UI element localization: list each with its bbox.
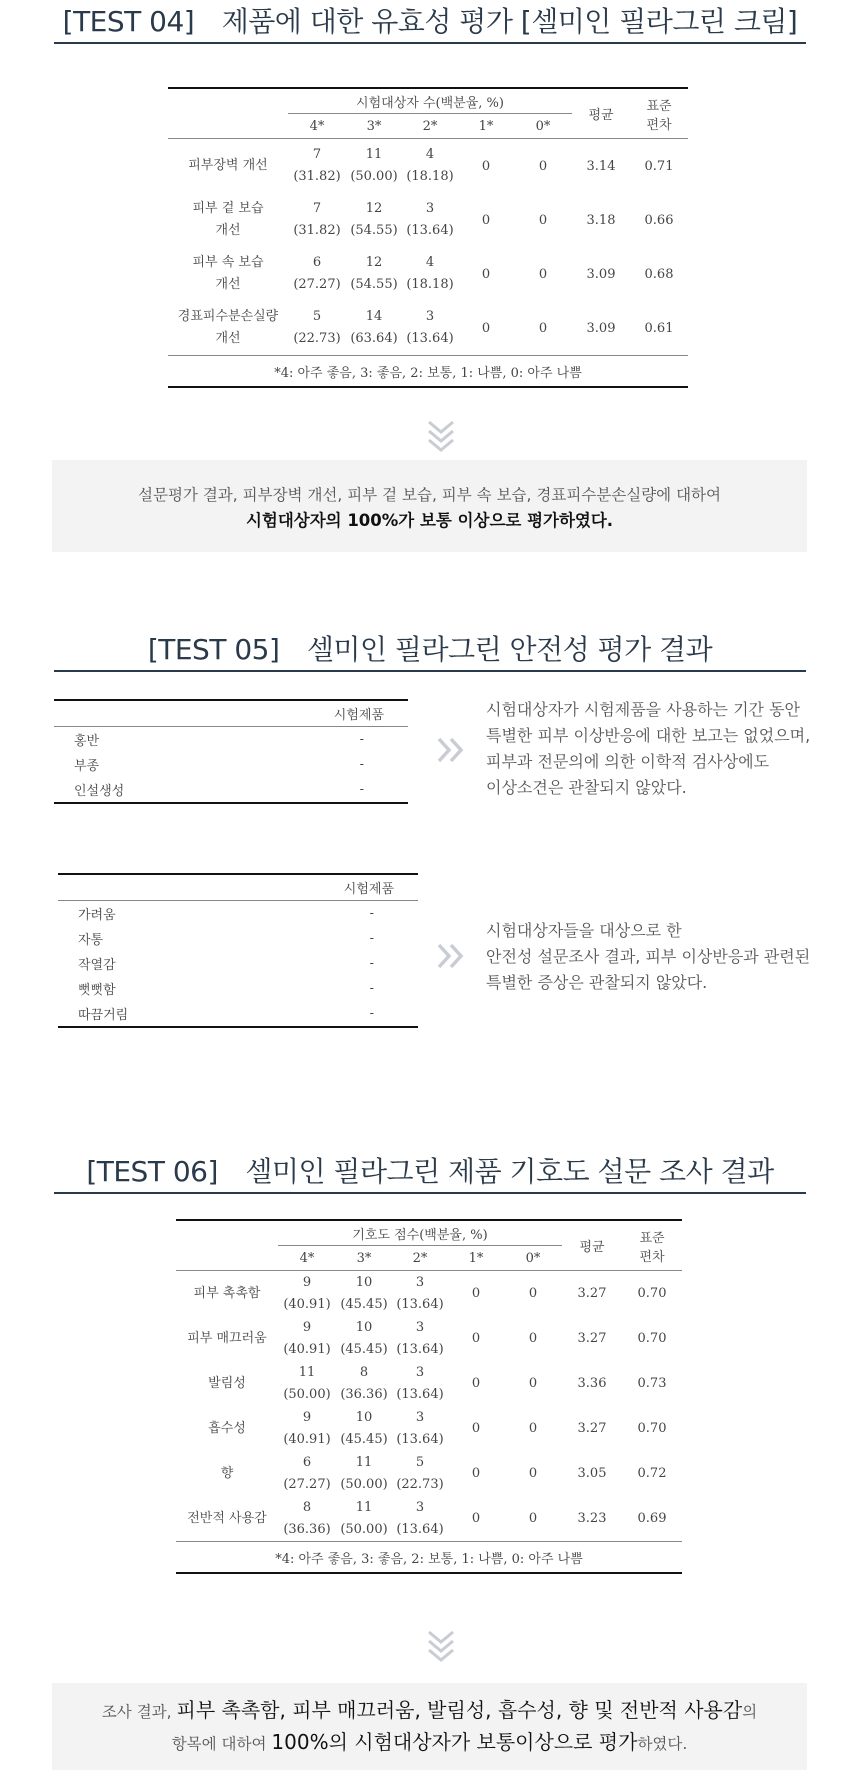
score-cell: 11 (50.00) [340, 1499, 388, 1537]
score-cell: 11 (50.00) [283, 1364, 331, 1402]
score-cell: 11 (50.00) [340, 1454, 388, 1492]
row-label: 뻣뻣함 [78, 983, 116, 998]
score-cell: 0 [471, 1286, 481, 1301]
test06-sd-header: 표준 편차 [622, 1220, 682, 1271]
mean-cell: 3.09 [586, 266, 616, 282]
score-cell: 0 [538, 266, 548, 282]
score-cell: 4 (18.18) [406, 147, 454, 184]
test06-preference-table [176, 1219, 682, 1574]
mean-cell: 3.27 [577, 1331, 607, 1346]
mean-cell: 3.18 [586, 212, 616, 228]
test06-summary-text: 의 [742, 1703, 758, 1721]
score-cell: 0 [471, 1331, 481, 1346]
sd-cell: 0.70 [637, 1331, 667, 1346]
table-row [54, 727, 408, 753]
row-label: 따끔거림 [58, 1001, 218, 1027]
score-cell: 8 (36.36) [340, 1364, 388, 1402]
mean-cell: 3.09 [586, 320, 616, 336]
score-cell: 5 (22.73) [396, 1454, 444, 1492]
test04-summary-box [52, 460, 807, 552]
test06-summary-text: 조사 결과, [101, 1703, 177, 1721]
score-cell: 6 (27.27) [283, 1454, 331, 1492]
score-cell: 0 [538, 158, 548, 174]
sd-cell: 0.61 [644, 320, 674, 336]
score-cell: 0 [481, 212, 491, 228]
test04-score-header: 4* [288, 114, 346, 139]
row-value: - [214, 777, 408, 803]
score-cell: 10 (45.45) [340, 1274, 388, 1312]
score-cell: 0 [471, 1466, 481, 1481]
table-row [176, 1496, 682, 1542]
sd-cell: 0.72 [637, 1466, 667, 1481]
test06-mean-header: 평균 [562, 1220, 622, 1271]
test06-summary-text: 하였다. [637, 1735, 688, 1753]
test04-summary-line2: 시험대상자의 100%가 보통 이상으로 평가하였다. [245, 511, 614, 530]
test05-text-clinical: 시험대상자가 시험제품을 사용하는 기간 동안 특별한 피부 이상반응에 대한 보고는 없었으며, 피부과 전문의에 의한 이학적 검사상에도 이상소견은 관찰되지 않았다. [486, 700, 811, 797]
table-row [168, 301, 688, 356]
score-cell: 7 (31.82) [293, 201, 341, 238]
row-label: 발림성 [208, 1375, 246, 1391]
row-label: 피부 속 보습 개선 [192, 255, 264, 292]
score-cell: 0 [471, 1511, 481, 1526]
chevron-down-icon [425, 418, 457, 452]
row-value: - [369, 906, 374, 921]
table-row [58, 951, 418, 976]
score-cell: 7 (31.82) [293, 147, 341, 184]
row-label: 피부 매끄러움 [187, 1330, 267, 1346]
test04-score-header: 0* [514, 114, 572, 139]
row-label: 피부장벽 개선 [188, 158, 268, 173]
sd-cell: 0.70 [637, 1421, 667, 1436]
score-cell: 3 (13.64) [396, 1499, 444, 1537]
table-row [176, 1451, 682, 1496]
score-cell: 3 (13.64) [396, 1364, 444, 1402]
score-cell: 3 (13.64) [396, 1319, 444, 1357]
test04-summary-line1: 설문평가 결과, 피부장벽 개선, 피부 겉 보습, 피부 속 보습, 경표피수분손실량에 대하여 [138, 486, 721, 504]
table-row [168, 247, 688, 301]
table-row [176, 1271, 682, 1317]
mean-cell: 3.05 [577, 1466, 607, 1481]
row-label: 자통 [78, 933, 104, 948]
row-value: - [369, 981, 374, 996]
table-row [58, 901, 418, 927]
score-cell: 6 (27.27) [293, 255, 341, 292]
score-cell: 4 (18.18) [406, 255, 454, 292]
row-label: 흡수성 [208, 1420, 246, 1436]
score-cell: 0 [528, 1376, 538, 1391]
mean-cell: 3.36 [577, 1376, 607, 1391]
test04-sd-header: 표준 편차 [630, 88, 688, 139]
test06-score-header: 0* [504, 1246, 562, 1271]
score-cell: 0 [481, 158, 491, 174]
table-row [168, 193, 688, 247]
score-cell: 0 [538, 320, 548, 336]
test05-table-clinical [54, 699, 408, 804]
score-cell: 0 [471, 1421, 481, 1436]
table-row [58, 1001, 418, 1027]
sd-cell: 0.73 [637, 1376, 667, 1391]
row-value: - [359, 732, 364, 747]
test05-title: [TEST 05] 셀미인 필라그린 안전성 평가 결과 [54, 632, 806, 672]
row-label: 향 [220, 1465, 234, 1481]
row-label: 피부 촉촉함 [193, 1285, 261, 1301]
test04-footnote: *4: 아주 좋음, 3: 좋음, 2: 보통, 1: 나쁨, 0: 아주 나쁨 [168, 356, 688, 388]
score-cell: 0 [528, 1331, 538, 1346]
test04-score-header: 1* [458, 114, 514, 139]
score-cell: 10 (45.45) [340, 1319, 388, 1357]
table-row [176, 1361, 682, 1406]
score-cell: 3 (13.64) [406, 309, 454, 346]
test05-table2-header: 시험제품 [218, 874, 418, 901]
test06-summary-text: 항목에 대하여 [171, 1735, 272, 1753]
sd-cell: 0.69 [637, 1511, 667, 1526]
table-row [176, 1406, 682, 1451]
score-cell: 0 [528, 1511, 538, 1526]
table-row [168, 139, 688, 194]
test05-table-survey [58, 873, 418, 1028]
test06-footnote: *4: 아주 좋음, 3: 좋음, 2: 보통, 1: 나쁨, 0: 아주 나쁨 [176, 1542, 682, 1574]
test06-title: [TEST 06] 셀미인 필라그린 제품 기호도 설문 조사 결과 [54, 1154, 806, 1194]
row-label: 부종 [74, 759, 100, 774]
score-cell: 9 (40.91) [283, 1409, 331, 1447]
test04-score-header: 3* [346, 114, 402, 139]
score-cell: 12 (54.55) [350, 201, 398, 238]
test04-score-header: 2* [402, 114, 458, 139]
sd-cell: 0.68 [644, 266, 674, 282]
sd-cell: 0.66 [644, 212, 674, 228]
test06-summary-box [52, 1683, 807, 1770]
table-row [54, 777, 408, 803]
test04-group-header: 시험대상자 수(백분율, %) [288, 88, 572, 114]
test06-score-header: 1* [448, 1246, 504, 1271]
score-cell: 11 (50.00) [350, 147, 398, 184]
mean-cell: 3.23 [577, 1511, 607, 1526]
score-cell: 0 [528, 1466, 538, 1481]
score-cell: 3 (13.64) [406, 201, 454, 238]
test06-score-header: 3* [336, 1246, 392, 1271]
mean-cell: 3.27 [577, 1421, 607, 1436]
score-cell: 9 (40.91) [283, 1274, 331, 1312]
row-label: 가려움 [78, 908, 116, 923]
sd-cell: 0.71 [644, 158, 674, 174]
score-cell: 3 (13.64) [396, 1409, 444, 1447]
test06-score-header: 2* [392, 1246, 448, 1271]
test04-efficacy-table [168, 87, 688, 388]
score-cell: 3 (13.64) [396, 1274, 444, 1312]
table-row [58, 926, 418, 951]
sd-cell: 0.70 [637, 1286, 667, 1301]
chevron-down-icon [425, 1628, 457, 1662]
test06-summary-emphasis: 100%의 시험대상자가 보통이상으로 평가 [271, 1730, 638, 1754]
score-cell: 0 [528, 1286, 538, 1301]
chevron-right-icon [435, 941, 467, 971]
chevron-right-icon [435, 735, 467, 765]
row-label: 인설생성 [54, 777, 214, 803]
score-cell: 0 [538, 212, 548, 228]
row-label: 작열감 [78, 958, 116, 973]
score-cell: 0 [481, 266, 491, 282]
score-cell: 0 [471, 1376, 481, 1391]
row-value: - [369, 956, 374, 971]
score-cell: 0 [528, 1421, 538, 1436]
row-value: - [369, 931, 374, 946]
row-label: 전반적 사용감 [187, 1510, 267, 1526]
table-row [176, 1316, 682, 1361]
score-cell: 0 [481, 320, 491, 336]
table-row [58, 976, 418, 1001]
test06-group-header: 기호도 점수(백분율, %) [278, 1220, 562, 1246]
test04-title: [TEST 04] 제품에 대한 유효성 평가 [셀미인 필라그린 크림] [54, 4, 806, 44]
score-cell: 10 (45.45) [340, 1409, 388, 1447]
test05-text-survey: 시험대상자들을 대상으로 한 안전성 설문조사 결과, 피부 이상반응과 관련된 특별한 증상은 관찰되지 않았다. [486, 921, 811, 992]
score-cell: 12 (54.55) [350, 255, 398, 292]
row-label: 피부 겉 보습 개선 [192, 201, 264, 238]
test04-mean-header: 평균 [572, 88, 630, 139]
mean-cell: 3.14 [586, 158, 616, 174]
row-value: - [218, 1001, 418, 1027]
row-value: - [359, 757, 364, 772]
test06-summary-emphasis: 피부 촉촉함, 피부 매끄러움, 발림성, 흡수성, 향 및 전반적 사용감 [176, 1698, 743, 1722]
row-label: 경표피수분손실량 개선 [177, 309, 279, 346]
table-row [54, 752, 408, 777]
test05-table1-header: 시험제품 [214, 700, 408, 727]
score-cell: 5 (22.73) [293, 309, 341, 346]
mean-cell: 3.27 [577, 1286, 607, 1301]
row-label: 홍반 [74, 734, 100, 749]
score-cell: 8 (36.36) [283, 1499, 331, 1537]
score-cell: 14 (63.64) [350, 309, 398, 346]
score-cell: 9 (40.91) [283, 1319, 331, 1357]
test06-score-header: 4* [278, 1246, 336, 1271]
